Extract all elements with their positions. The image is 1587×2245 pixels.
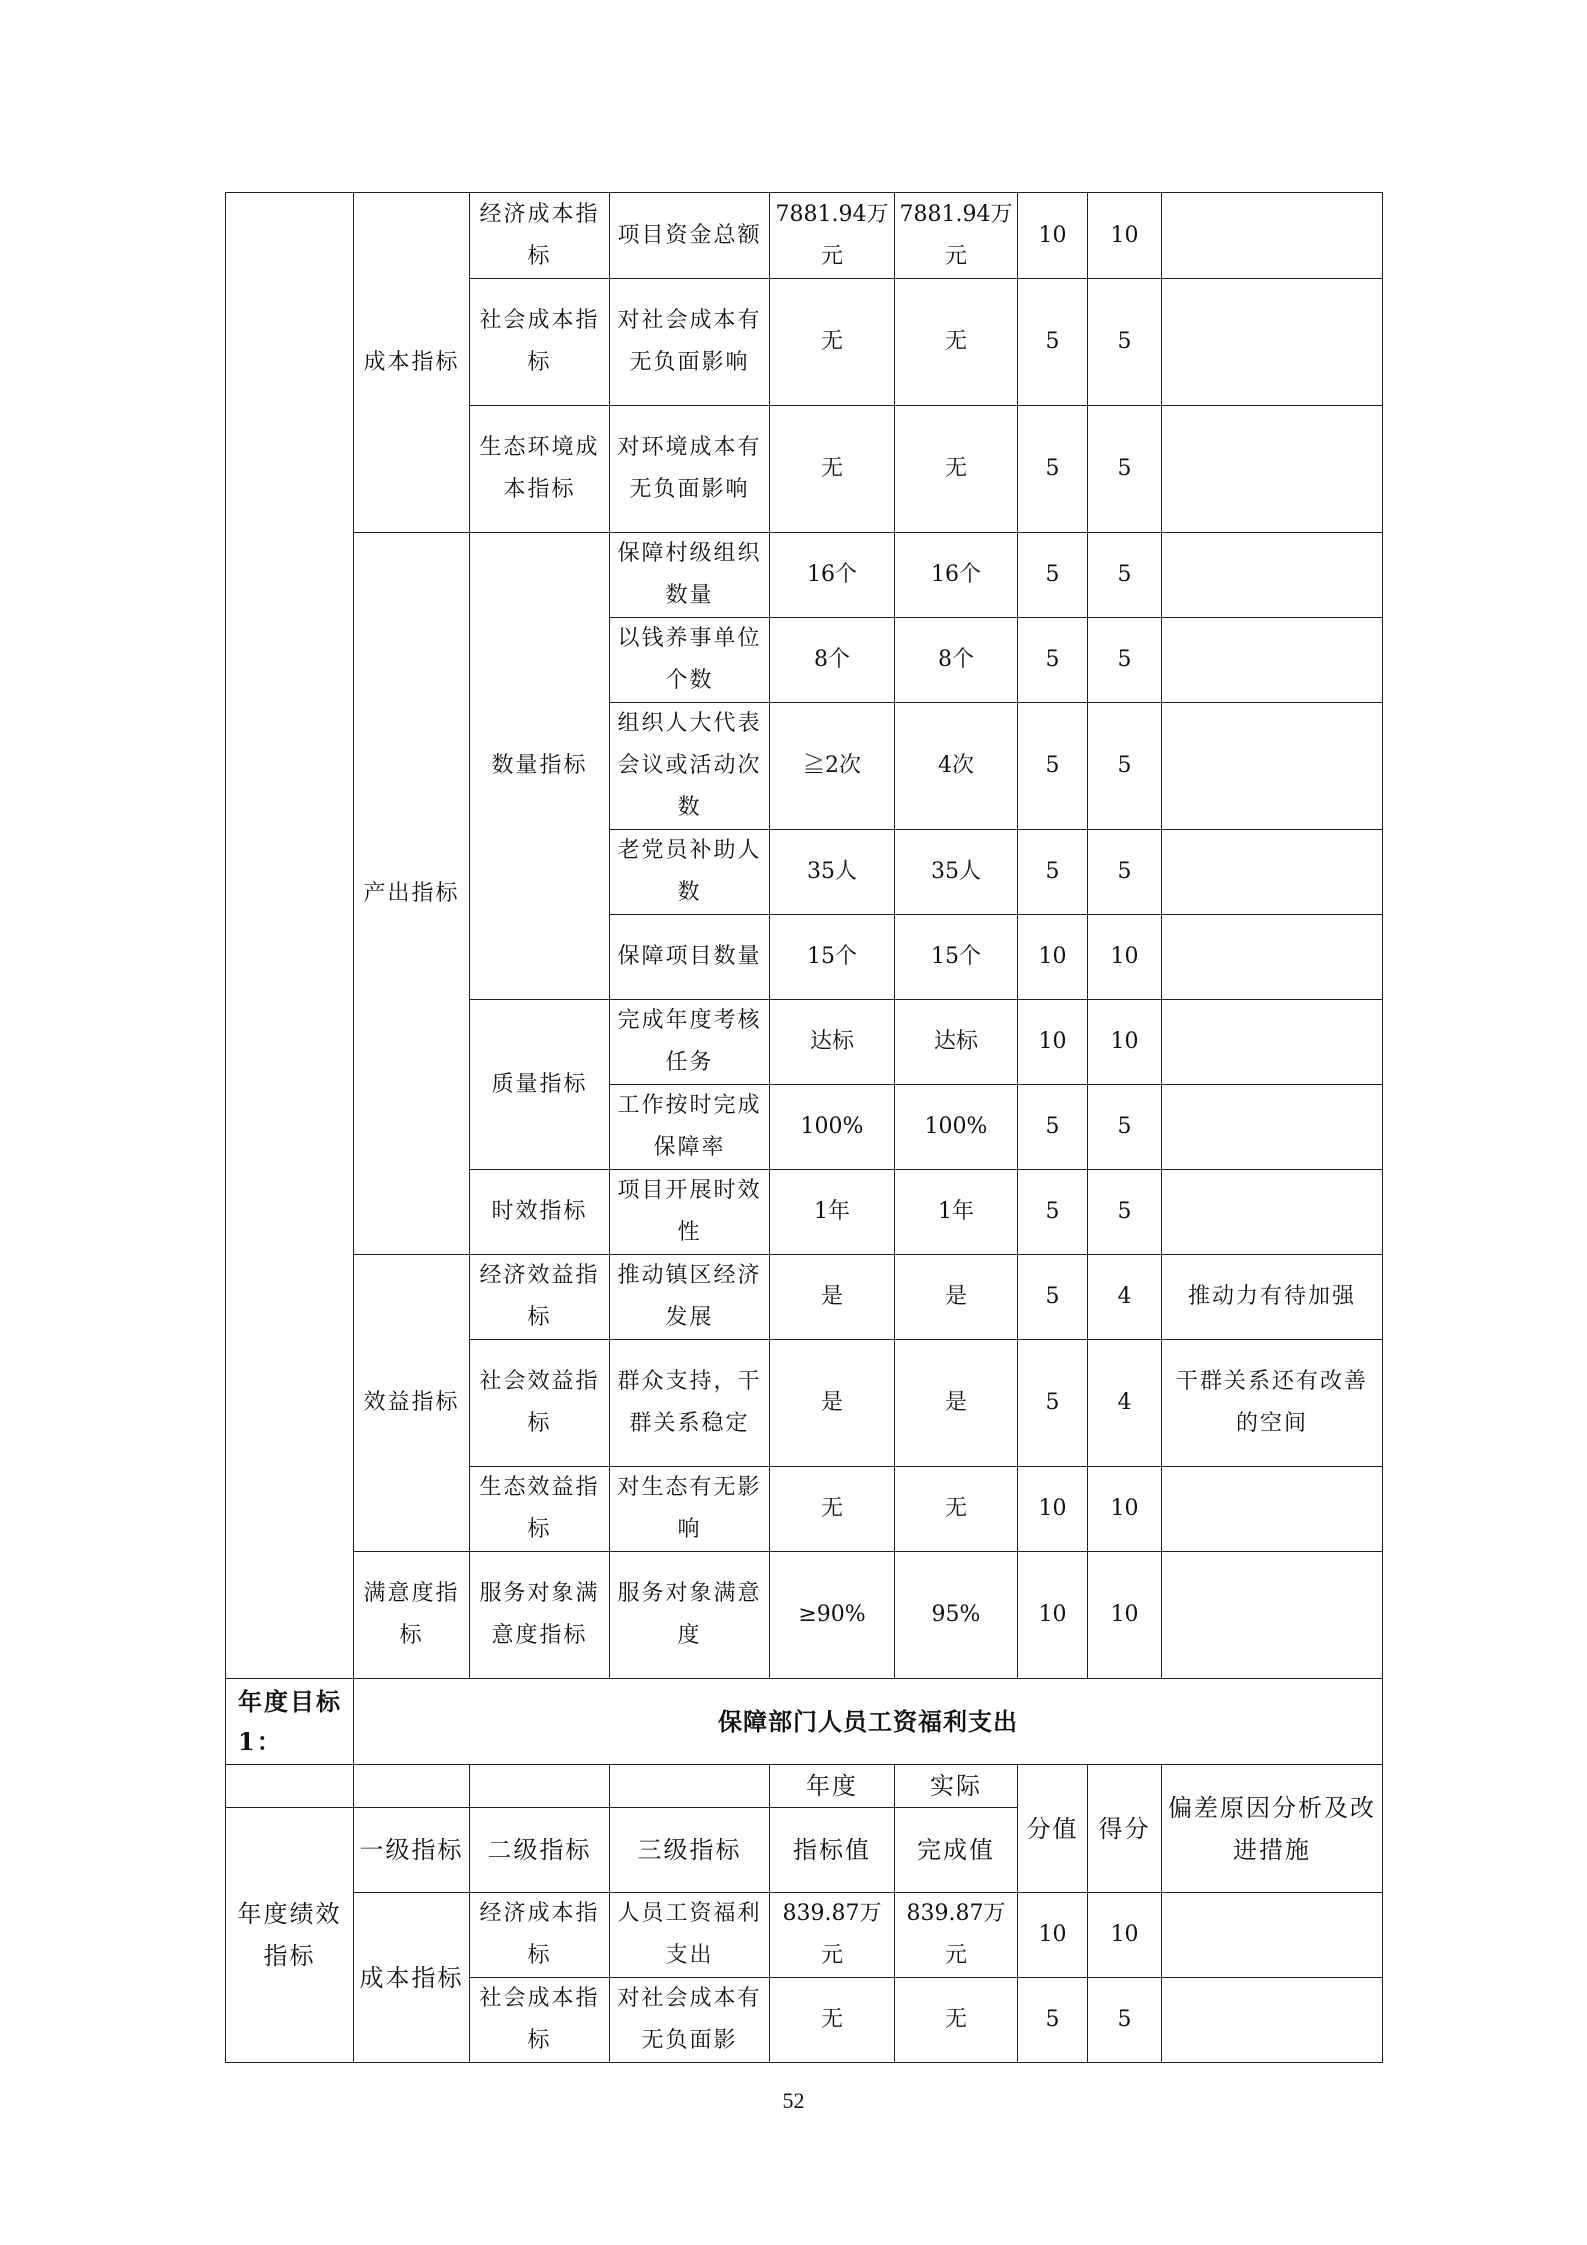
target-cell: 达标 (770, 1000, 895, 1085)
score-cell: 10 (1088, 1552, 1162, 1679)
l3-cell: 保障项目数量 (610, 915, 770, 1000)
weight-cell: 5 (1018, 1085, 1088, 1170)
header-weight: 分值 (1018, 1765, 1088, 1893)
header-target: 指标值 (770, 1808, 895, 1893)
actual-cell: 1年 (895, 1170, 1018, 1255)
score-cell: 5 (1088, 703, 1162, 830)
weight-cell: 5 (1018, 703, 1088, 830)
score-cell: 5 (1088, 1085, 1162, 1170)
l3-cell: 推动镇区经济发展 (610, 1255, 770, 1340)
note-cell (1162, 830, 1383, 915)
header-l2: 二级指标 (470, 1808, 610, 1893)
note-cell (1162, 618, 1383, 703)
section-label: 年度绩效指标 (226, 1808, 354, 2063)
score-cell: 10 (1088, 915, 1162, 1000)
score-cell: 4 (1088, 1255, 1162, 1340)
l3-cell: 服务对象满意度 (610, 1552, 770, 1679)
actual-cell: 839.87万元 (895, 1893, 1018, 1978)
l3-cell: 对社会成本有无负面影 (610, 1978, 770, 2063)
actual-cell: 100% (895, 1085, 1018, 1170)
blank-cell (610, 1765, 770, 1808)
weight-cell: 5 (1018, 406, 1088, 533)
score-cell: 10 (1088, 1000, 1162, 1085)
weight-cell: 10 (1018, 1000, 1088, 1085)
group-output: 产出指标 (354, 533, 470, 1255)
target-cell: 无 (770, 279, 895, 406)
note-cell (1162, 915, 1383, 1000)
actual-cell: 16个 (895, 533, 1018, 618)
score-cell: 5 (1088, 618, 1162, 703)
weight-cell: 5 (1018, 1255, 1088, 1340)
l3-cell: 工作按时完成保障率 (610, 1085, 770, 1170)
l3-cell: 群众支持，干群关系稳定 (610, 1340, 770, 1467)
l3-cell: 完成年度考核任务 (610, 1000, 770, 1085)
score-cell: 10 (1088, 1467, 1162, 1552)
note-cell: 干群关系还有改善的空间 (1162, 1340, 1383, 1467)
score-cell: 5 (1088, 533, 1162, 618)
header-score: 得分 (1088, 1765, 1162, 1893)
actual-cell: 95% (895, 1552, 1018, 1679)
note-cell (1162, 1170, 1383, 1255)
target-cell: 无 (770, 1467, 895, 1552)
performance-table (225, 192, 1383, 2063)
l3-cell: 项目资金总额 (610, 193, 770, 279)
header-l1: 一级指标 (354, 1808, 470, 1893)
l3-cell: 组织人大代表会议或活动次数 (610, 703, 770, 830)
target-cell: 15个 (770, 915, 895, 1000)
actual-cell: 是 (895, 1340, 1018, 1467)
blank-cell (354, 1765, 470, 1808)
l2-cell: 经济效益指标 (470, 1255, 610, 1340)
weight-cell: 10 (1018, 915, 1088, 1000)
note-cell (1162, 703, 1383, 830)
score-cell: 4 (1088, 1340, 1162, 1467)
actual-cell: 15个 (895, 915, 1018, 1000)
weight-cell: 5 (1018, 618, 1088, 703)
weight-cell: 10 (1018, 193, 1088, 279)
score-cell: 10 (1088, 193, 1162, 279)
actual-cell: 7881.94万元 (895, 193, 1018, 279)
actual-cell: 无 (895, 279, 1018, 406)
header-actual: 实际 (895, 1765, 1018, 1808)
l2-cell: 社会成本指标 (470, 1978, 610, 2063)
actual-cell: 无 (895, 406, 1018, 533)
weight-cell: 5 (1018, 533, 1088, 618)
target-cell: 7881.94万元 (770, 193, 895, 279)
target-cell: ≥90% (770, 1552, 895, 1679)
l2-cell: 时效指标 (470, 1170, 610, 1255)
l2-cell: 经济成本指标 (470, 193, 610, 279)
note-cell (1162, 1893, 1383, 1978)
weight-cell: 10 (1018, 1552, 1088, 1679)
l3-cell: 项目开展时效性 (610, 1170, 770, 1255)
l3-cell: 对生态有无影响 (610, 1467, 770, 1552)
actual-cell: 是 (895, 1255, 1018, 1340)
note-cell (1162, 406, 1383, 533)
l2-cell: 生态环境成本指标 (470, 406, 610, 533)
weight-cell: 5 (1018, 830, 1088, 915)
l2-cell: 社会效益指标 (470, 1340, 610, 1467)
target-cell: 无 (770, 406, 895, 533)
blank-cell (470, 1765, 610, 1808)
note-cell (1162, 1552, 1383, 1679)
note-cell (1162, 193, 1383, 279)
note-cell (1162, 1000, 1383, 1085)
actual-cell: 达标 (895, 1000, 1018, 1085)
header-l3: 三级指标 (610, 1808, 770, 1893)
score-cell: 5 (1088, 830, 1162, 915)
score-cell: 5 (1088, 279, 1162, 406)
l2-cell: 经济成本指标 (470, 1893, 610, 1978)
goal-label: 年度目标1： (226, 1679, 354, 1765)
header-note: 偏差原因分析及改进措施 (1162, 1765, 1383, 1893)
target-cell: 16个 (770, 533, 895, 618)
weight-cell: 5 (1018, 279, 1088, 406)
l3-cell: 对社会成本有无负面影响 (610, 279, 770, 406)
note-cell (1162, 1085, 1383, 1170)
note-cell (1162, 533, 1383, 618)
l2-cell: 生态效益指标 (470, 1467, 610, 1552)
note-cell: 推动力有待加强 (1162, 1255, 1383, 1340)
goal-title: 保障部门人员工资福利支出 (354, 1679, 1383, 1765)
target-cell: 839.87万元 (770, 1893, 895, 1978)
actual-cell: 无 (895, 1467, 1018, 1552)
left-blank-cell (226, 193, 354, 1679)
note-cell (1162, 1467, 1383, 1552)
l3-cell: 人员工资福利支出 (610, 1893, 770, 1978)
weight-cell: 5 (1018, 1340, 1088, 1467)
actual-cell: 8个 (895, 618, 1018, 703)
note-cell (1162, 279, 1383, 406)
l2-cell: 社会成本指标 (470, 279, 610, 406)
score-cell: 5 (1088, 1978, 1162, 2063)
l3-cell: 保障村级组织数量 (610, 533, 770, 618)
group-benefit: 效益指标 (354, 1255, 470, 1552)
l2-cell: 服务对象满意度指标 (470, 1552, 610, 1679)
target-cell: 8个 (770, 618, 895, 703)
score-cell: 5 (1088, 406, 1162, 533)
target-cell: 是 (770, 1255, 895, 1340)
header-year: 年度 (770, 1765, 895, 1808)
target-cell: 1年 (770, 1170, 895, 1255)
target-cell: 是 (770, 1340, 895, 1467)
actual-cell: 35人 (895, 830, 1018, 915)
actual-cell: 无 (895, 1978, 1018, 2063)
group-satisfaction: 满意度指标 (354, 1552, 470, 1679)
page-number: 52 (782, 2088, 805, 2113)
header-done: 完成值 (895, 1808, 1018, 1893)
blank-cell (226, 1765, 354, 1808)
l3-cell: 以钱养事单位个数 (610, 618, 770, 703)
weight-cell: 10 (1018, 1467, 1088, 1552)
score-cell: 5 (1088, 1170, 1162, 1255)
target-cell: 35人 (770, 830, 895, 915)
weight-cell: 10 (1018, 1893, 1088, 1978)
subgroup-quality: 质量指标 (470, 1000, 610, 1170)
subgroup-quantity: 数量指标 (470, 533, 610, 1000)
target-cell: 无 (770, 1978, 895, 2063)
group-cost-b: 成本指标 (354, 1893, 470, 2063)
l3-cell: 老党员补助人数 (610, 830, 770, 915)
score-cell: 10 (1088, 1893, 1162, 1978)
group-cost: 成本指标 (354, 193, 470, 533)
note-cell (1162, 1978, 1383, 2063)
l3-cell: 对环境成本有无负面影响 (610, 406, 770, 533)
weight-cell: 5 (1018, 1170, 1088, 1255)
target-cell: ≧2次 (770, 703, 895, 830)
actual-cell: 4次 (895, 703, 1018, 830)
target-cell: 100% (770, 1085, 895, 1170)
weight-cell: 5 (1018, 1978, 1088, 2063)
